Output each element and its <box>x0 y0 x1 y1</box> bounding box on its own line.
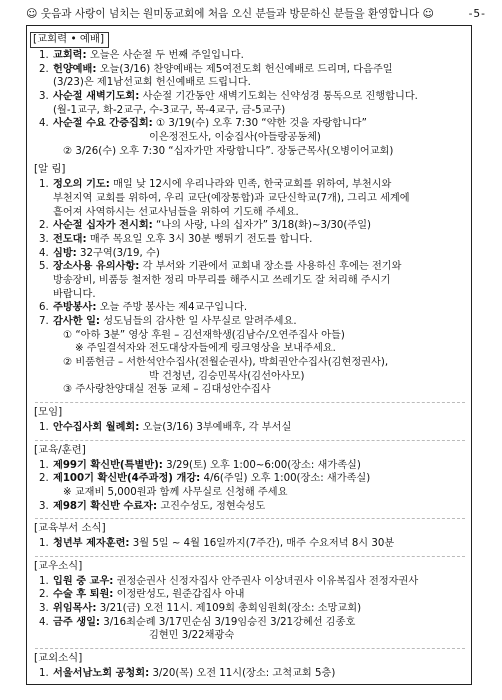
list-item: 6. 주방봉사: 오늘 주방 봉사는 제4교구입니다. <box>39 302 248 314</box>
list-item: 4. 심방: 32구역(3/19, 수) <box>39 247 160 259</box>
smiley-icon: ☺ <box>422 7 434 20</box>
section-title: [교우소식] <box>34 559 83 572</box>
section-meetings <box>35 406 465 435</box>
list-item: 1. 교회력: 오늘은 사순절 두 번째 주일입니다. <box>39 49 244 61</box>
list-item: 2. 사순절 십자가 전시회: “나의 사랑, 나의 십자가” 3/18(화)~3/30(주일) <box>39 220 372 232</box>
list-item: 3. 제98기 확신반 수료자: 고진수성도, 정현숙성도 <box>39 500 266 512</box>
section-worship <box>35 32 465 158</box>
list-item: 2. 헌양예배: 오늘(3/16) 찬양예배는 제5여전도회 헌신예배로 드리며, 다음주일 (3/23)은 제1남선교회 헌신예배로 드립니다. <box>39 63 393 89</box>
divider <box>35 440 465 441</box>
list-item: 3. 위임목사: 3/21(금) 오전 11시. 제109회 총회임원회(장소: 소망교회) <box>39 603 362 615</box>
list-item: 1. 정오의 기도: 매일 낮 12시에 우리나라와 민족, 한국교회를 위하여, 부천시와 부천지역 교회를 위하여, 우리 교단(예장통합)과 교단신학교(7개), 그리고 세계에 흩어져 사역하시는 선교사님들을 위하여 기도해 주세요. <box>39 179 410 218</box>
section-education <box>35 444 465 514</box>
list-item: 1. 서울서남노회 공청회: 3/20(목) 오전 11시(장소: 고척교회 5층) <box>39 668 336 680</box>
announcement-box <box>26 25 472 685</box>
list-item: 7. 감사한 일: 성도님들의 감사한 일 사무실로 알려주세요. ① “아하 3분” 영상 후원 – 김선재학생(김남수/오연주집사 아들) ※ 주일결석자와 전도대상자들에게 링크영상을 보내주세요. ② 비품헌금 – 서한석안수집사(전월순권사), 박희권안수집사(김현정권사), 박 건청년, 김승민목사(김선아사모) ③ 주사랑찬양대실 전동 교체 – 김대성안수집사 <box>39 315 389 396</box>
list-item: 1. 안수집사회 월례회: 오늘(3/16) 3부예배후, 각 부서실 <box>39 421 292 433</box>
section-department-news <box>35 522 465 551</box>
section-title: [교외소식] <box>34 652 83 665</box>
smiley-icon: ☺ <box>26 7 38 20</box>
list-item: 2. 수술 후 퇴원: 이정란성도, 원준갑집사 아내 <box>39 589 245 601</box>
divider <box>35 402 465 403</box>
section-title: [모임] <box>34 406 63 418</box>
section-title: [교육/훈련] <box>34 443 86 456</box>
divider <box>35 556 465 557</box>
section-title: [알 림] <box>34 163 66 176</box>
divider <box>35 518 465 519</box>
list-item: 4. 사순절 수요 간증집회: ① 3/19(수) 오후 7:30 “약한 것을 자랑합니다” 이은정전도사, 이숭집사(아들랑공동체) ② 3/26(수) 오후 7:30 “십자가만 자랑합니다”. 장동근목사(오병이어교회) <box>39 118 394 157</box>
section-notices <box>35 163 465 397</box>
section-member-news <box>35 560 465 643</box>
page-header <box>26 7 486 23</box>
list-item: 5. 장소사용 유의사항: 각 부서와 기관에서 교회내 장소를 사용하신 후에는 전기와 방송장비, 비품등 철저한 정리 마무리를 해주시고 쓰레기도 잘 처리해 주시기 바랍니다. <box>39 261 402 300</box>
divider <box>35 648 465 649</box>
list-item: 1. 제99기 확신반(특별반): 3/29(토) 오후 1:00~6:00(장소: 새가족실) <box>39 459 361 471</box>
header-text: 웃음과 사랑이 넘치는 원미동교회에 처음 오신 분들과 방문하신 분들을 환영합니다 <box>40 8 420 20</box>
list-item: 3. 사순절 새벽기도회: 사순절 기간동안 새벽기도회는 신약성경 통독으로 진행합니다. (월-1교구, 화-2교구, 수-3교구, 목-4교구, 금-5교구) <box>39 90 418 116</box>
list-item: 2. 제100기 확신반(4주과정) 개강: 4/6(주일) 오후 1:00(장소: 새가족실) ※ 교재비 5,000원과 함께 사무실로 신청해 주세요 <box>39 473 371 498</box>
list-item: 4. 금주 생일: 3/16최순례 3/17민순심 3/19임승진 3/21강혜선 김종호 김현민 3/22채광숙 <box>39 616 356 642</box>
list-item: 3. 전도대: 매주 목요일 오후 3시 30분 뻥튀기 전도를 합니다. <box>39 233 313 245</box>
list-item: 1. 청년부 제자훈련: 3월 5일 ~ 4월 16일까지(7주간), 매주 수요저녁 8시 30분 <box>39 538 395 550</box>
page-number: -5- <box>468 8 486 20</box>
section-external-news <box>35 652 465 681</box>
list-item: 1. 입원 중 교우: 권정순권사 신정자집사 안주권사 이상녀권사 이유복집사 전정자권사 <box>39 575 419 587</box>
section-title: [교육부서 소식] <box>34 522 106 535</box>
section-title: [교회력 • 예배] <box>30 32 109 48</box>
